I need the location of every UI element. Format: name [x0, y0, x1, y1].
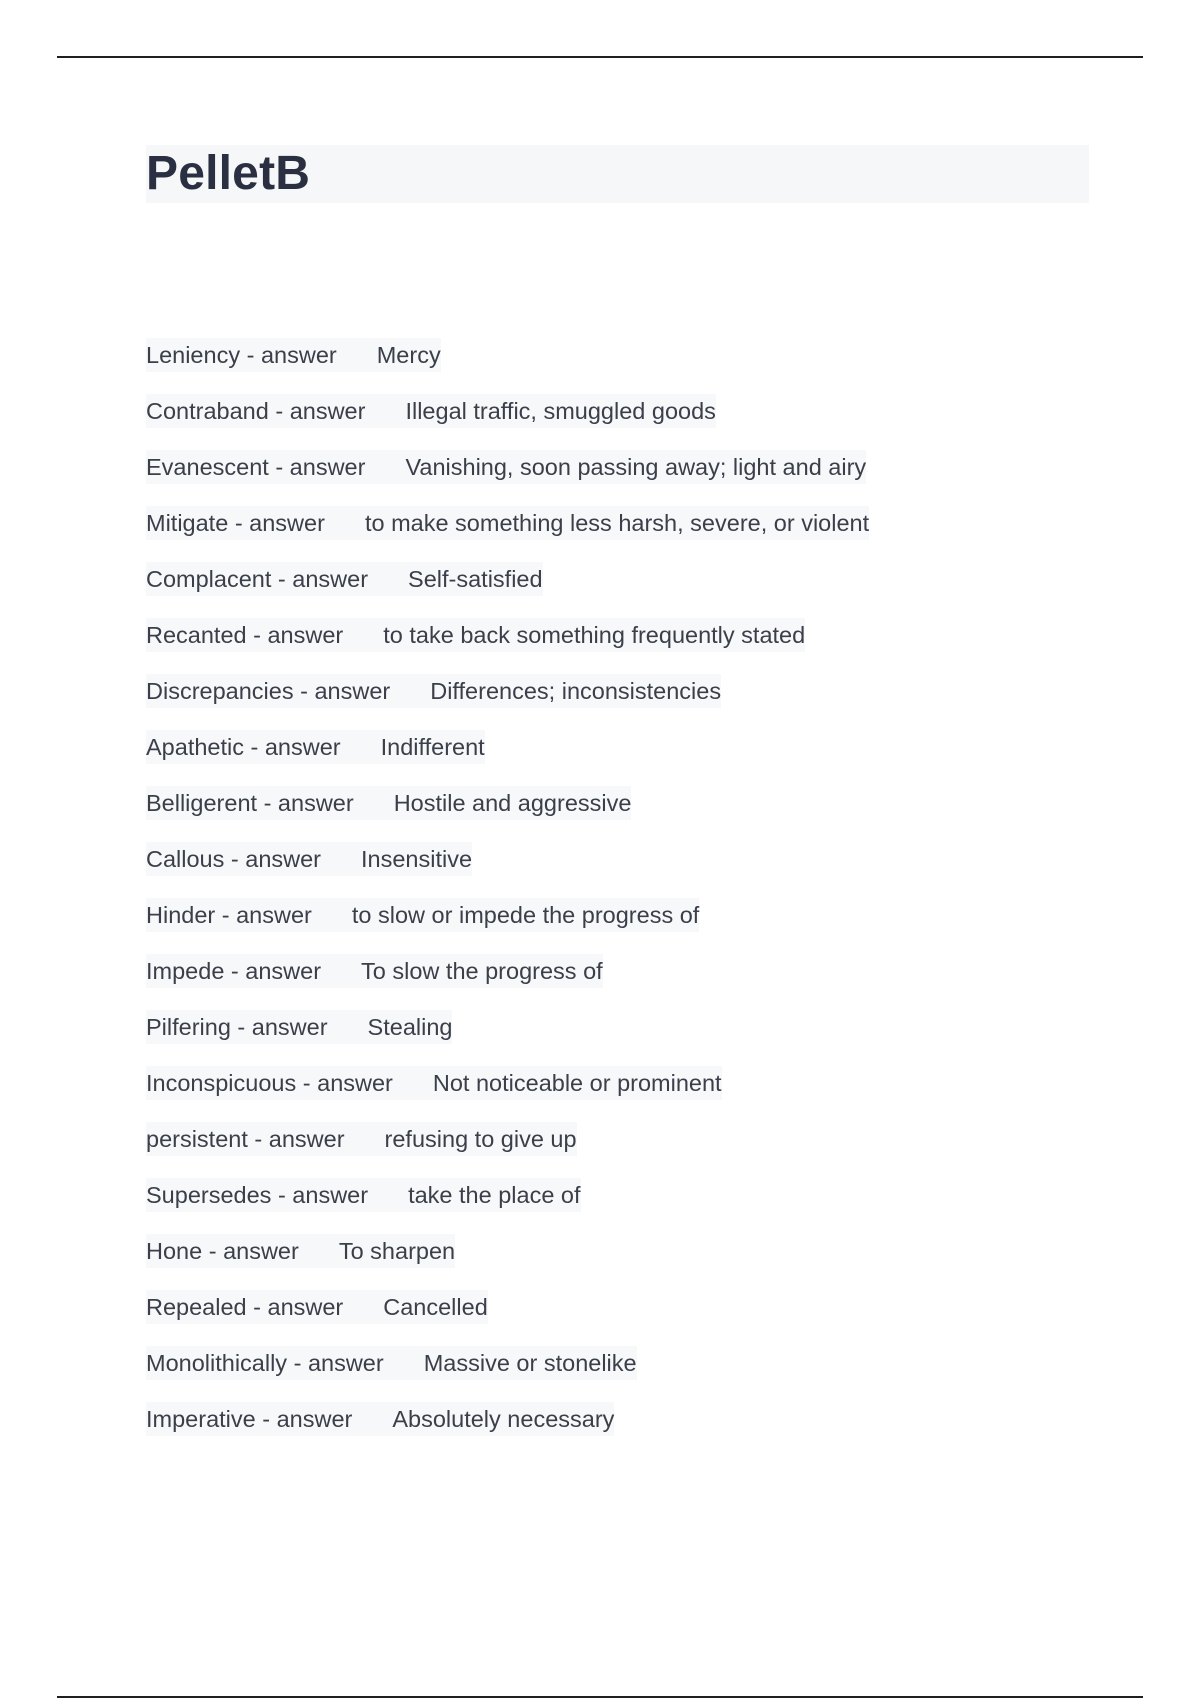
term: Hinder - answer: [146, 902, 312, 928]
list-item: [146, 898, 1146, 954]
entry-line: [146, 338, 441, 372]
entry-line: [146, 506, 869, 540]
definition: Massive or stonelike: [423, 1350, 637, 1376]
list-item: [146, 1346, 1146, 1402]
list-item: [146, 1234, 1146, 1290]
term: Discrepancies - answer: [146, 678, 391, 704]
definition: Indifferent: [380, 734, 485, 760]
flashcard-list: [146, 338, 1146, 1458]
entry-line: [146, 1066, 722, 1100]
term: persistent - answer: [146, 1126, 345, 1152]
definition: Illegal traffic, smuggled goods: [405, 398, 716, 424]
list-item: [146, 450, 1146, 506]
list-item: [146, 674, 1146, 730]
entry-line: [146, 394, 716, 428]
term: Mitigate - answer: [146, 510, 325, 536]
term: Repealed - answer: [146, 1294, 344, 1320]
list-item: [146, 1178, 1146, 1234]
entry-line: [146, 1178, 581, 1212]
term: Complacent - answer: [146, 566, 369, 592]
list-item: [146, 394, 1146, 450]
top-divider: [57, 56, 1143, 58]
definition: refusing to give up: [384, 1126, 577, 1152]
term: Monolithically - answer: [146, 1350, 384, 1376]
definition: Differences; inconsistencies: [430, 678, 722, 704]
term: Supersedes - answer: [146, 1182, 369, 1208]
entry-line: [146, 674, 721, 708]
definition: take the place of: [408, 1182, 581, 1208]
entry-line: [146, 1234, 455, 1268]
definition: To sharpen: [338, 1238, 456, 1264]
list-item: [146, 1010, 1146, 1066]
definition: Cancelled: [383, 1294, 488, 1320]
entry-line: [146, 1402, 614, 1436]
bottom-divider: [57, 1696, 1143, 1698]
entry-line: [146, 954, 603, 988]
list-item: [146, 842, 1146, 898]
entry-line: [146, 786, 631, 820]
entry-line: [146, 450, 866, 484]
list-item: [146, 338, 1146, 394]
entry-line: [146, 618, 805, 652]
definition: To slow the progress of: [361, 958, 603, 984]
list-item: [146, 786, 1146, 842]
entry-line: [146, 842, 472, 876]
term: Apathetic - answer: [146, 734, 341, 760]
definition: Not noticeable or prominent: [432, 1070, 722, 1096]
list-item: [146, 954, 1146, 1010]
entry-line: [146, 1122, 577, 1156]
term: Leniency - answer: [146, 342, 337, 368]
list-item: [146, 1122, 1146, 1178]
list-item: [146, 1066, 1146, 1122]
term: Imperative - answer: [146, 1406, 353, 1432]
term: Belligerent - answer: [146, 790, 354, 816]
term: Evanescent - answer: [146, 454, 366, 480]
definition: Vanishing, soon passing away; light and airy: [405, 454, 867, 480]
entry-line: [146, 898, 699, 932]
entry-line: [146, 562, 543, 596]
list-item: [146, 618, 1146, 674]
list-item: [146, 506, 1146, 562]
list-item: [146, 1402, 1146, 1458]
term: Impede - answer: [146, 958, 322, 984]
definition: Mercy: [376, 342, 441, 368]
definition: Stealing: [367, 1014, 453, 1040]
entry-line: [146, 1346, 637, 1380]
term: Callous - answer: [146, 846, 322, 872]
entry-line: [146, 730, 485, 764]
term: Pilfering - answer: [146, 1014, 328, 1040]
definition: Absolutely necessary: [392, 1406, 615, 1432]
term: Contraband - answer: [146, 398, 366, 424]
list-item: [146, 1290, 1146, 1346]
definition: to make something less harsh, severe, or violent: [364, 510, 870, 536]
term: Hone - answer: [146, 1238, 299, 1264]
page-title: PelletB: [146, 147, 311, 200]
definition: Hostile and aggressive: [393, 790, 632, 816]
definition: Self-satisfied: [408, 566, 543, 592]
definition: to take back something frequently stated: [383, 622, 806, 648]
definition: Insensitive: [361, 846, 473, 872]
term: Recanted - answer: [146, 622, 344, 648]
definition: to slow or impede the progress of: [351, 902, 700, 928]
entry-line: [146, 1010, 452, 1044]
entry-line: [146, 1290, 488, 1324]
list-item: [146, 562, 1146, 618]
list-item: [146, 730, 1146, 786]
term: Inconspicuous - answer: [146, 1070, 393, 1096]
